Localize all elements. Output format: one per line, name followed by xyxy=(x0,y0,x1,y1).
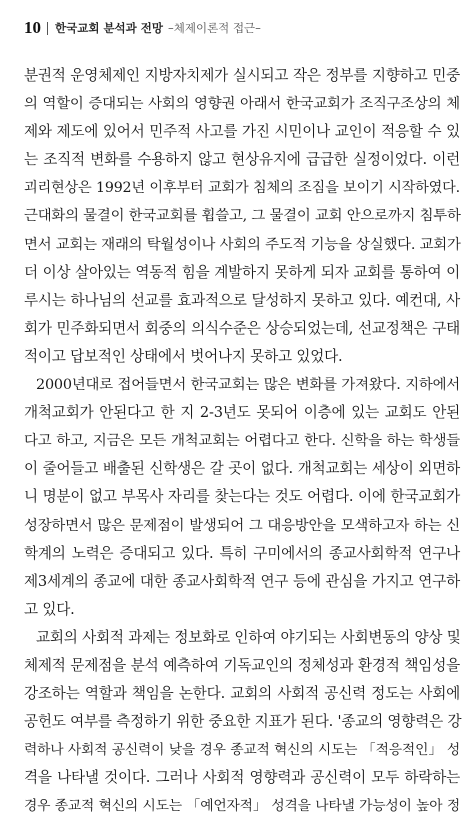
text-line: 적이고 답보적인 상태에서 벗어나지 못하고 있었다. xyxy=(24,347,343,365)
book-subtitle: –체제이론적 접근– xyxy=(168,21,261,35)
text-line: 는 조직적 변화를 수용하지 않고 현상유지에 급급한 실정이었다. 이런 xyxy=(24,151,460,169)
text-line: 제와 제도에 있어서 민주적 사고를 가진 시민이나 교인이 적응할 수 있 xyxy=(24,123,460,141)
text-line: 경우 종교적 혁신의 시도는 「예언자적」 성격을 나타낼 가능성이 높아 정 xyxy=(24,798,460,815)
text-line: 회가 민주화되면서 회중의 의식수준은 상승되었는데, 선교정책은 구태 xyxy=(24,319,460,337)
header-divider xyxy=(47,22,48,35)
book-title: 한국교회 분석과 전망 xyxy=(55,21,163,35)
paragraph-3 xyxy=(24,624,460,821)
text-line: 분권적 운영체제인 지방자치제가 실시되고 작은 정부를 지향하고 민중 xyxy=(24,67,460,84)
text-line: 더 이상 살아있는 역동적 힘을 계발하지 못하게 되자 교회를 통하여 이 xyxy=(24,263,460,281)
body-text xyxy=(24,62,460,821)
text-line: 격을 나타낼 것이다. 그러나 사회적 영향력과 공신력이 모두 하락하는 xyxy=(24,769,460,787)
text-line: 제3세계의 종교에 대한 종교사회학적 연구 등에 관심을 가지고 연구하 xyxy=(24,572,460,590)
text-line: 개척교회가 안된다고 한 지 2-3년도 못되어 이층에 있는 교회도 안된 xyxy=(24,404,460,422)
text-line: 이 줄어들고 배출된 신학생은 갈 곳이 없다. 개척교회는 세상이 외면하 xyxy=(24,460,460,478)
text-line: 니 명분이 없고 부목사 자리를 찾는다는 것도 어렵다. 이에 한국교회가 xyxy=(24,488,460,506)
text-line: 고 있다. xyxy=(24,600,75,618)
text-line: 괴리현상은 1992년 이후부터 교회가 침체의 조짐을 보이기 시작하였다. xyxy=(24,180,460,197)
text-line: 력하나 사회적 공신력이 낮을 경우 종교적 혁신의 시도는 「적응적인」 성 xyxy=(24,742,460,759)
text-line: 학계의 노력은 증대되고 있다. 특히 구미에서의 종교사회학적 연구나 xyxy=(24,544,460,562)
text-line: 루시는 하나님의 선교를 효과적으로 달성하지 못하고 있다. 예컨대, 사 xyxy=(24,291,460,309)
text-line: 다고 하고, 지금은 모든 개척교회는 어렵다고 한다. 신학을 하는 학생들 xyxy=(24,433,460,450)
paragraph-1 xyxy=(24,62,460,371)
page-number: 10 xyxy=(24,18,41,37)
running-head xyxy=(24,18,261,38)
text-line: 성장하면서 많은 문제점이 발생되어 그 대응방안을 모색하고자 하는 신 xyxy=(24,517,460,534)
text-line: 공헌도 여부를 측정하기 위한 중요한 지표가 된다. '종교의 영향력은 강 xyxy=(24,713,462,731)
text-line: 의 역할이 증대되는 사회의 영향권 아래서 한국교회가 조직구조상의 체 xyxy=(24,96,460,113)
text-line: 면서 교회는 재래의 탁월성이나 사회의 주도적 기능을 상실했다. 교회가 xyxy=(24,236,461,253)
text-line: 근대화의 물결이 한국교회를 휩쓸고, 그 물결이 교회 안으로까지 침투하 xyxy=(24,208,461,225)
text-line: 강조하는 역할과 책임을 논한다. 교회의 사회적 공신력 정도는 사회에 xyxy=(24,685,460,703)
paragraph-2 xyxy=(24,371,460,624)
text-line: 체제적 문제점을 분석 예측하여 기독교인의 정체성과 환경적 책임성을 xyxy=(24,656,460,674)
text-line: 2000년대로 접어들면서 한국교회는 많은 변화를 가져왔다. 지하에서 xyxy=(36,377,460,394)
text-line: 교회의 사회적 과제는 정보화로 인하여 야기되는 사회변동의 양상 및 xyxy=(36,628,461,646)
